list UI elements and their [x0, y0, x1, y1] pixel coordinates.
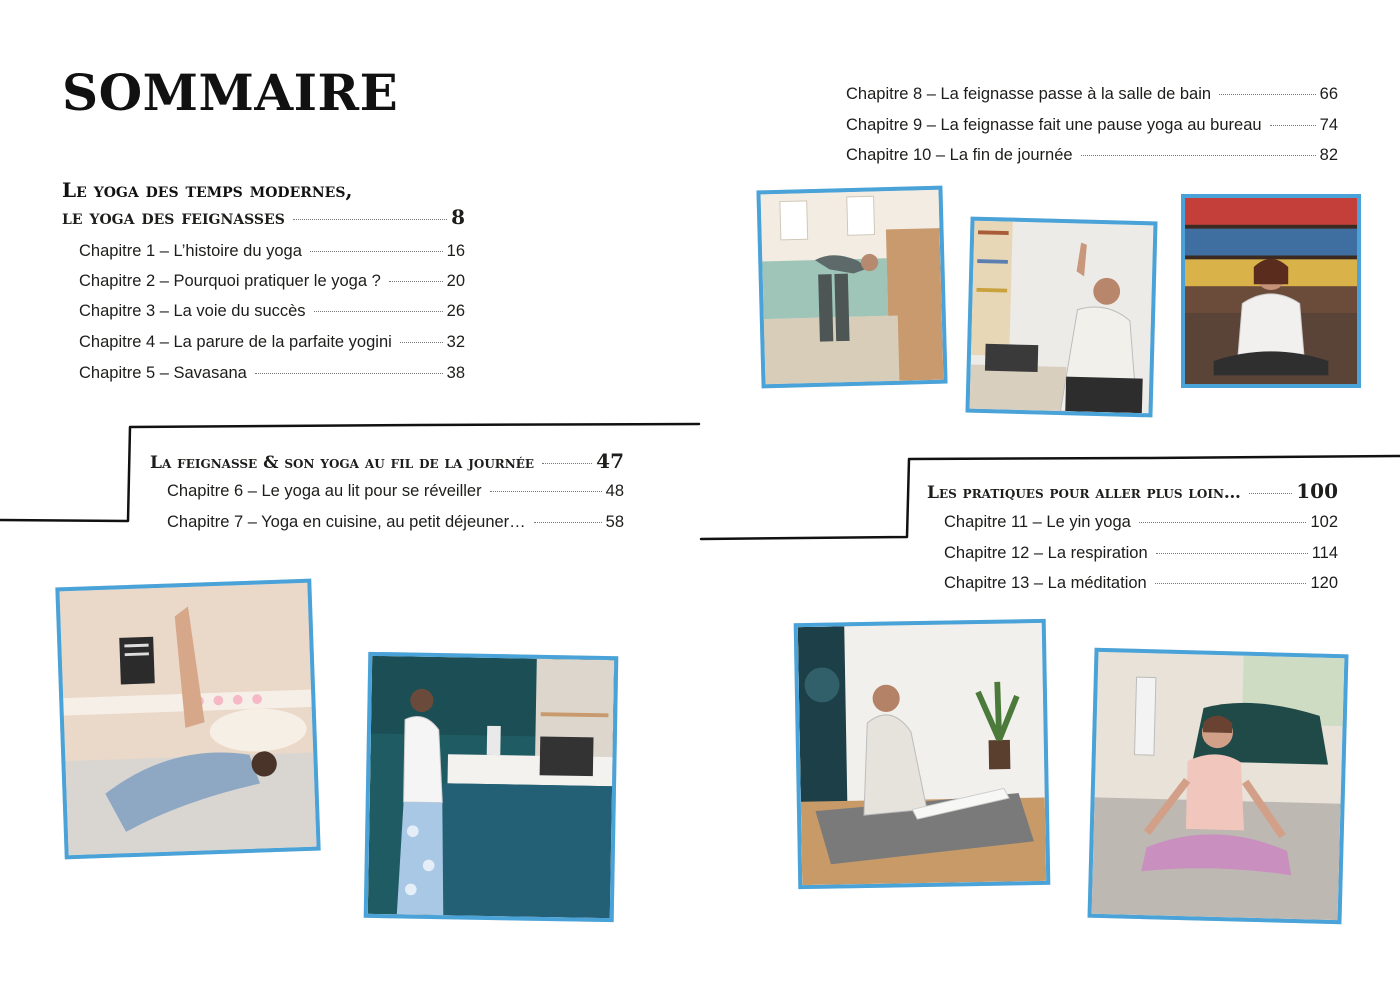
leader-dots	[542, 463, 592, 464]
part2-entry[interactable]	[150, 446, 624, 478]
chapter-label: Chapitre 5 – Savasana	[79, 364, 247, 382]
part1-page: 8	[451, 205, 465, 229]
chapter-page: 82	[1319, 146, 1338, 164]
leader-dots	[490, 491, 602, 492]
photo-meditation	[1088, 648, 1349, 925]
part3-entry[interactable]	[927, 476, 1338, 508]
photo-bed-leg-stretch	[55, 579, 320, 860]
leader-dots	[1156, 553, 1308, 554]
toc-entry-ch6[interactable]	[167, 476, 624, 506]
toc-entry-ch12[interactable]	[944, 538, 1338, 568]
part1-title-line2: le yoga des feignasses	[62, 205, 285, 229]
toc-entry-ch8[interactable]	[846, 79, 1338, 109]
photo-office-stretch	[965, 217, 1157, 418]
chapter-page: 58	[605, 513, 624, 531]
chapter-page: 66	[1319, 85, 1338, 103]
part2-page: 47	[596, 449, 624, 473]
chapter-page: 32	[446, 333, 465, 351]
leader-dots	[1081, 155, 1316, 156]
chapter-label: Chapitre 9 – La feignasse fait une pause yoga au bureau	[846, 116, 1262, 134]
part3-title: Les pratiques pour aller plus loin…	[927, 483, 1241, 503]
chapter-label: Chapitre 4 – La parure de la parfaite yogini	[79, 333, 392, 351]
leader-dots	[1139, 522, 1307, 523]
chapter-page: 16	[446, 242, 465, 260]
photo-bathroom-forward-bend	[756, 186, 947, 389]
photo-library-sofa	[1181, 194, 1361, 388]
photo-kitchen-stretch	[364, 652, 619, 922]
part3-page: 100	[1296, 479, 1338, 503]
leader-dots	[534, 522, 602, 523]
chapter-page: 102	[1310, 513, 1338, 531]
toc-entry-ch11[interactable]	[944, 507, 1338, 537]
leader-dots	[1249, 493, 1292, 494]
chapter-label: Chapitre 10 – La fin de journée	[846, 146, 1073, 164]
chapter-label: Chapitre 1 – L’histoire du yoga	[79, 242, 302, 260]
leader-dots	[1219, 94, 1316, 95]
chapter-page: 26	[446, 302, 465, 320]
photo-yin-yoga-pigeon	[794, 619, 1051, 889]
chapter-label: Chapitre 7 – Yoga en cuisine, au petit déjeuner…	[167, 513, 526, 531]
toc-entry-ch13[interactable]	[944, 568, 1338, 598]
chapter-page: 48	[605, 482, 624, 500]
chapter-page: 20	[446, 272, 465, 290]
chapter-page: 74	[1319, 116, 1338, 134]
chapter-page: 120	[1310, 574, 1338, 592]
chapter-label: Chapitre 3 – La voie du succès	[79, 302, 306, 320]
leader-dots	[1155, 583, 1307, 584]
chapter-label: Chapitre 6 – Le yoga au lit pour se réveiller	[167, 482, 482, 500]
chapter-label: Chapitre 12 – La respiration	[944, 544, 1148, 562]
leader-dots	[1270, 125, 1316, 126]
chapter-page: 38	[446, 364, 465, 382]
chapter-label: Chapitre 13 – La méditation	[944, 574, 1147, 592]
part1-title-line1: Le yoga des temps modernes,	[62, 178, 353, 202]
toc-entry-ch10[interactable]	[846, 140, 1338, 170]
chapter-label: Chapitre 2 – Pourquoi pratiquer le yoga ?	[79, 272, 381, 290]
toc-entry-ch9[interactable]	[846, 110, 1338, 140]
chapter-label: Chapitre 11 – Le yin yoga	[944, 513, 1131, 531]
page-title: SOMMAIRE	[62, 63, 399, 122]
toc-entry-ch7[interactable]	[167, 507, 624, 537]
chapter-label: Chapitre 8 – La feignasse passe à la salle de bain	[846, 85, 1212, 103]
part2-title: La feignasse & son yoga au fil de la journée	[150, 453, 535, 473]
chapter-page: 114	[1311, 544, 1338, 562]
